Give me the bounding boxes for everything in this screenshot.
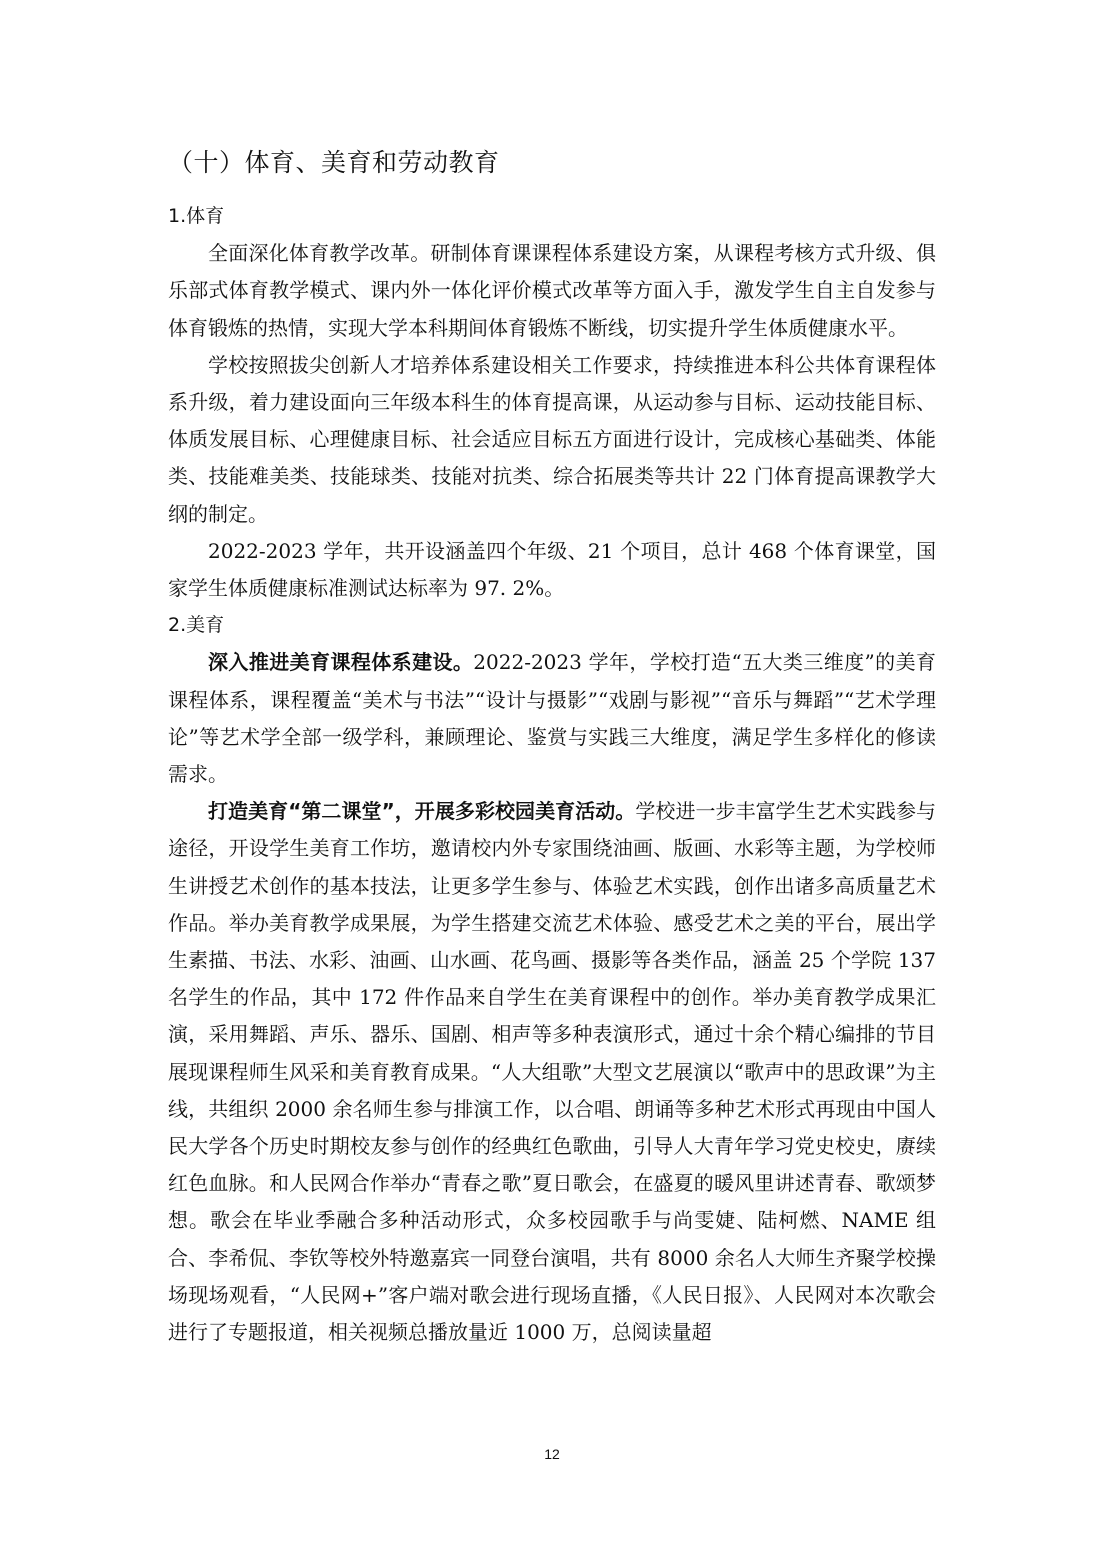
pe-paragraph-3: 2022-2023 学年，共开设涵盖四个年级、21 个项目，总计 468 个体育课堂，国家学生体质健康标准测试达标率为 97. 2%。 xyxy=(168,538,936,601)
aesthetics-paragraph-1-text: 2022-2023 学年，学校打造“五大类三维度”的美育课程体系，课程覆盖“美术与书法”“设计与摄影”“戏剧与影视”“音乐与舞蹈”“艺术学理论”等艺术学全部一级学科，兼顾理论、鉴赏与实践三大维度，满足学生多样化的修读需求。 xyxy=(168,650,936,787)
page-number: 12 xyxy=(544,1446,560,1462)
subsection-heading-pe: 1.体育 xyxy=(168,205,225,227)
body-text xyxy=(168,198,936,1351)
document-page xyxy=(168,0,936,1559)
pe-paragraph-2: 学校按照拔尖创新人才培养体系建设相关工作要求，持续推进本科公共体育课程体系升级，着力建设面向三年级本科生的体育提高课，从运动参与目标、运动技能目标、体质发展目标、心理健康目标、社会适应目标五方面进行设计，完成核心基础类、体能类、技能难美类、技能球类、技能对抗类、综合拓展类等共计 22 门体育提高课教学大纲的制定。 xyxy=(168,352,936,526)
aesthetics-paragraph-2 xyxy=(168,793,936,1351)
pe-paragraph-1: 全面深化体育教学改革。研制体育课课程体系建设方案，从课程考核方式升级、俱乐部式体育教学模式、课内外一体化评价模式改革等方面入手，激发学生自主自发参与体育锻炼的热情，实现大学本科期间体育锻炼不断线，切实提升学生体质健康水平。 xyxy=(168,241,936,340)
aesthetics-paragraph-1 xyxy=(168,644,936,793)
aesthetics-paragraph-2-lead: 打造美育“第二课堂”，开展多彩校园美育活动。 xyxy=(208,799,636,824)
section-heading: （十）体育、美育和劳动教育 xyxy=(168,148,500,177)
aesthetics-paragraph-2-text: 学校进一步丰富学生艺术实践参与途径，开设学生美育工作坊，邀请校内外专家围绕油画、版画、水彩等主题，为学校师生讲授艺术创作的基本技法，让更多学生参与、体验艺术实践，创作出诸多高质量艺术作品。举办美育教学成果展，为学生搭建交流艺术体验、感受艺术之美的平台，展出学生素描、书法、水彩、油画、山水画、花鸟画、摄影等各类作品，涵盖 25 个学院 137 名学生的作品，其中 172 件作品来自学生在美育课程中的创作。举办美育教学成果汇演，采用舞蹈、声乐、器乐、国剧、相声等多种表演形式，通过十余个精心编排的节目展现课程师生风采和美育教育成果。“人大组歌”大型文艺展演以“歌声中的思政课”为主线，共组织 2000 余名师生参与排演工作，以合唱、朗诵等多种艺术形式再现由中国人民大学各个历史时期校友参与创作的经典红色歌曲，引导人大青年学习党史校史，赓续红色血脉。和人民网合作举办“青春之歌”夏日歌会，在盛夏的暖风里讲述青春、歌颂梦想。歌会在毕业季融合多种活动形式，众多校园歌手与尚雯婕、陆柯燃、NAME 组合、李希侃、李钦等校外特邀嘉宾一同登台演唱，共有 8000 余名人大师生齐聚学校操场现场观看，“人民网+”客户端对歌会进行现场直播，《人民日报》、人民网对本次歌会进行了专题报道，相关视频总播放量近 1000 万，总阅读量超 xyxy=(168,799,937,1345)
subsection-heading-aesthetics: 2.美育 xyxy=(168,614,225,637)
aesthetics-paragraph-1-lead: 深入推进美育课程体系建设。 xyxy=(208,650,474,675)
